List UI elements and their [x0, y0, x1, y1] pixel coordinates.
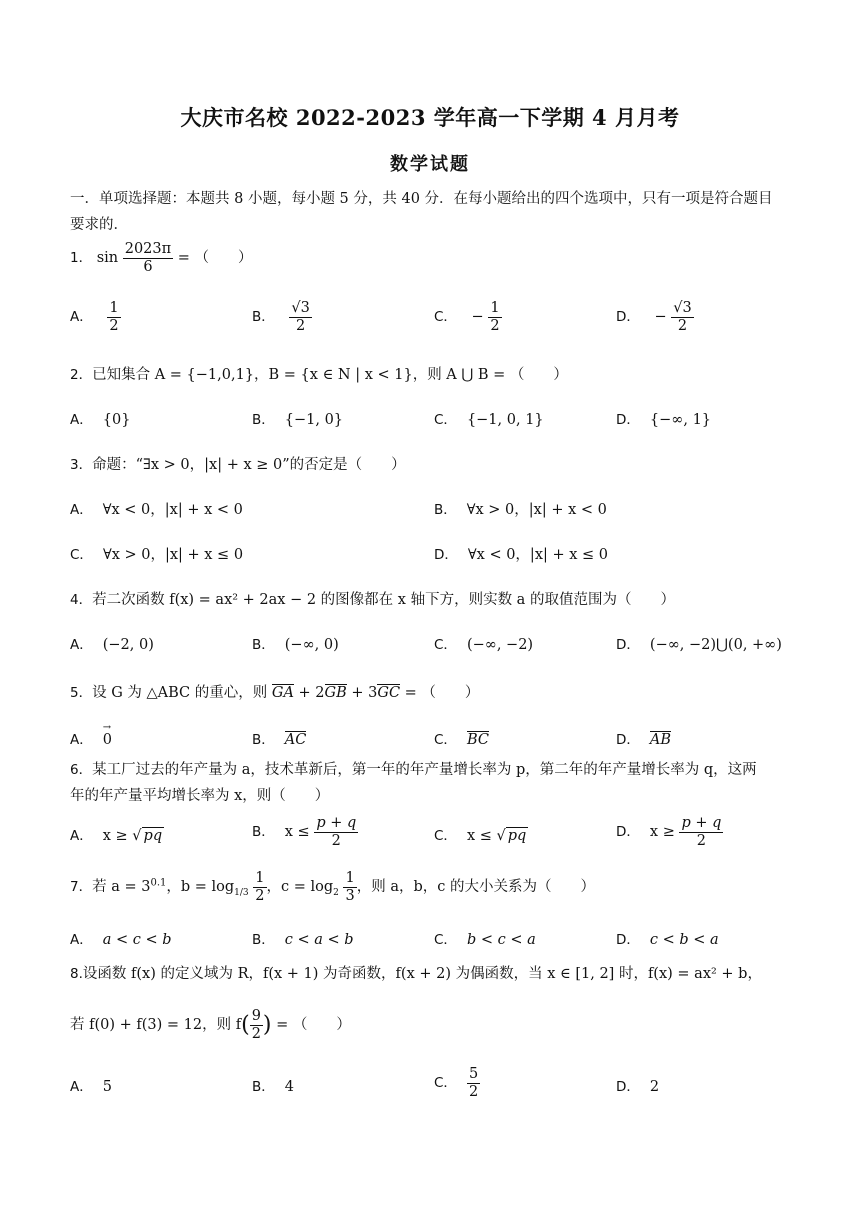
- question-3-option-d[interactable]: [434, 543, 608, 564]
- fraction-num: 1: [345, 870, 355, 886]
- option-text: ∀x < 0，|x| + x ≤ 0: [467, 547, 609, 563]
- option-label: A．: [70, 637, 93, 653]
- option-label: D．: [616, 309, 640, 326]
- plus-3: + 3: [346, 685, 378, 701]
- fraction-den: 2: [490, 317, 500, 334]
- question-4-stem: [70, 588, 675, 609]
- option-label: A．: [70, 1079, 93, 1095]
- exam-title: 大庆市名校 2022-2023 学年高一下学期 4 月月考: [180, 105, 680, 130]
- option-fraction: [314, 815, 358, 849]
- fraction-den: 2: [109, 317, 119, 334]
- question-8-number: 8.: [70, 966, 83, 982]
- question-7-c-arg: [343, 870, 356, 904]
- option-text: {−∞, 1}: [649, 412, 712, 428]
- option-label: A．: [70, 932, 93, 948]
- section-instructions-line1: 一．单项选择题：本题共 8 小题，每小题 5 分，共 40 分．在每小题给出的四个选项中，只有一项是符合题目: [70, 191, 773, 207]
- option-text: 2: [649, 1079, 660, 1095]
- question-5-option-d[interactable]: [616, 728, 671, 748]
- fraction-den: 2: [468, 1083, 479, 1100]
- question-3-number: 3．: [70, 457, 93, 473]
- question-8-line2: [70, 1008, 351, 1042]
- option-label: C．: [434, 637, 457, 653]
- option-label: C．: [434, 828, 457, 844]
- option-label: B．: [252, 932, 275, 948]
- option-label: A．: [70, 828, 93, 844]
- question-2-number: 2．: [70, 367, 93, 383]
- fraction-num: 9: [251, 1008, 261, 1024]
- fraction-num: p + q: [681, 815, 722, 831]
- fraction-den: 2: [696, 832, 707, 849]
- option-text: ∀x < 0，|x| + x < 0: [102, 502, 243, 518]
- option-label: C．: [434, 1075, 457, 1092]
- option-label: B．: [434, 502, 457, 518]
- option-text: 0: [102, 732, 112, 748]
- option-text: b < c < a: [466, 932, 536, 948]
- question-3-option-b[interactable]: [434, 498, 607, 519]
- left-paren: (: [241, 1012, 250, 1038]
- question-1-fraction-den: 6: [143, 258, 153, 275]
- question-1-stem-end: = （ ）: [177, 250, 253, 267]
- option-label: D．: [434, 547, 458, 563]
- option-text: {0}: [102, 412, 131, 428]
- question-2-text: 已知集合 A = {−1,0,1}，B = {x ∈ N | x < 1}，则 A ⋃ B = （ ）: [92, 367, 568, 383]
- option-fraction: [107, 300, 120, 334]
- option-label: C．: [434, 732, 457, 748]
- question-5-option-c[interactable]: [434, 728, 489, 748]
- option-radicand: pq: [507, 828, 527, 844]
- question-5-number: 5．: [70, 685, 93, 701]
- question-2-option-c[interactable]: [434, 408, 544, 428]
- option-label: B．: [252, 309, 275, 326]
- option-label: C．: [434, 932, 457, 948]
- question-6-line2: 年的年产量平均增长率为 x，则（ ）: [70, 788, 330, 804]
- question-1-option-b[interactable]: [252, 300, 312, 334]
- question-8-text: 设函数 f(x) 的定义域为 R，f(x + 1) 为奇函数，f(x + 2) 为偶函数，当 x ∈ [1, 2] 时，f(x) = ax² + b，: [82, 966, 762, 982]
- option-text: (−2, 0): [102, 637, 154, 653]
- option-label: A．: [70, 309, 93, 326]
- question-4-text: 若二次函数 f(x) = ax² + 2ax − 2 的图像都在 x 轴下方，则实数 a 的取值范围为（ ）: [92, 592, 675, 608]
- question-5-text: 设 G 为 △ABC 的重心，则: [92, 685, 272, 701]
- question-1-fraction-num: 2023π: [124, 241, 172, 257]
- question-7-option-b[interactable]: [252, 928, 354, 948]
- question-1-fraction: [123, 241, 173, 275]
- option-fraction: [679, 815, 723, 849]
- option-text: (−∞, 0): [284, 637, 339, 653]
- question-6-option-c[interactable]: [434, 824, 528, 844]
- question-3-text: 命题：“∃x > 0，|x| + x ≥ 0”的否定是（ ）: [92, 457, 406, 473]
- option-label: B．: [252, 412, 275, 428]
- option-label: D．: [616, 637, 640, 653]
- option-label: A．: [70, 732, 93, 748]
- option-prefix: x ≤ √: [466, 828, 506, 844]
- option-label: B．: [252, 732, 275, 748]
- option-prefix: x ≥: [649, 824, 675, 841]
- fraction-den: 2: [255, 887, 265, 904]
- option-prefix: x ≤: [284, 824, 310, 841]
- question-4-option-b[interactable]: [252, 633, 339, 653]
- option-label: A．: [70, 502, 93, 518]
- question-7-a: 若 a = 3: [92, 879, 151, 896]
- option-prefix: x ≥ √: [102, 828, 142, 844]
- question-7-b-arg: [253, 870, 266, 904]
- option-label: B．: [252, 1079, 275, 1095]
- question-6-line1: [70, 757, 792, 783]
- question-8-option-c[interactable]: [434, 1066, 480, 1100]
- option-label: C．: [434, 309, 457, 326]
- option-sign: −: [471, 309, 484, 326]
- question-3-option-a[interactable]: [70, 498, 243, 519]
- question-8-option-a[interactable]: [70, 1075, 112, 1095]
- vector-gc: GC: [377, 685, 401, 701]
- question-1-sin: sin: [96, 250, 119, 267]
- fraction-num: 1: [109, 300, 119, 316]
- question-4-option-a[interactable]: [70, 633, 154, 653]
- question-1-option-d[interactable]: [616, 300, 694, 334]
- question-6-text: 某工厂过去的年产量为 a，技术革新后，第一年的年产量增长率为 p，第二年的年产量增长率为 q，这两: [92, 762, 757, 778]
- question-6-number: 6．: [70, 762, 93, 778]
- question-8-option-d[interactable]: [616, 1075, 659, 1095]
- question-6-option-a[interactable]: [70, 824, 164, 844]
- question-7-stem-end: ，则 a，b，c 的大小关系为（ ）: [356, 879, 595, 896]
- question-3-stem: [70, 453, 406, 474]
- question-7-stem: [70, 870, 595, 904]
- option-label: B．: [252, 824, 275, 841]
- option-vector: AC: [284, 732, 307, 748]
- question-8-fraction: [250, 1008, 263, 1042]
- option-sign: −: [654, 309, 667, 326]
- right-paren: ): [262, 1012, 272, 1038]
- vector-gb: GB: [324, 685, 347, 701]
- question-8-option-b[interactable]: [252, 1075, 294, 1095]
- question-8-condition: 若 f(0) + f(3) = 12，则 f: [70, 1017, 242, 1034]
- option-text: (−∞, −2): [466, 637, 534, 653]
- option-label: D．: [616, 412, 640, 428]
- arrow-icon: →: [102, 722, 112, 733]
- option-label: D．: [616, 1079, 640, 1095]
- question-4-option-d[interactable]: [616, 633, 782, 653]
- question-1-stem: [70, 241, 253, 275]
- fraction-num: p + q: [316, 815, 357, 831]
- question-6-option-b[interactable]: [252, 815, 358, 849]
- fraction-num: 1: [255, 870, 265, 886]
- question-7-option-a[interactable]: [70, 928, 172, 948]
- fraction-num: 1: [490, 300, 500, 316]
- question-6-option-d[interactable]: [616, 815, 723, 849]
- option-label: D．: [616, 932, 640, 948]
- zero-vector: [102, 722, 112, 748]
- exam-subtitle: 数学试题: [390, 154, 470, 175]
- option-text: {−1, 0, 1}: [466, 412, 544, 428]
- question-7-b: ，b = log: [166, 879, 235, 896]
- option-text: {−1, 0}: [284, 412, 344, 428]
- plus-2: + 2: [293, 685, 325, 701]
- question-2-option-d[interactable]: [616, 408, 711, 428]
- question-7-c-base: 2: [333, 888, 339, 899]
- fraction-den: 2: [295, 317, 306, 334]
- question-6-stem: [70, 757, 792, 809]
- option-label: D．: [616, 732, 640, 748]
- question-5-stem: [70, 681, 479, 702]
- fraction-num: 5: [468, 1066, 479, 1082]
- option-text: (−∞, −2)⋃(0, +∞): [649, 637, 782, 653]
- option-text: 4: [284, 1079, 294, 1095]
- question-2-stem: [70, 363, 568, 384]
- option-label: A．: [70, 412, 93, 428]
- question-7-b-base: 1/3: [234, 888, 249, 899]
- option-vector: BC: [466, 732, 489, 748]
- option-text: a < c < b: [102, 932, 172, 948]
- fraction-den: 2: [251, 1025, 261, 1042]
- option-fraction: [488, 300, 501, 334]
- option-fraction: [467, 1066, 480, 1100]
- fraction-num: √3: [673, 300, 692, 316]
- question-7-option-d[interactable]: [616, 928, 719, 948]
- question-7-option-c[interactable]: [434, 928, 536, 948]
- question-4-number: 4．: [70, 592, 93, 608]
- question-2-option-a[interactable]: [70, 408, 130, 428]
- option-text: ∀x > 0，|x| + x ≤ 0: [102, 547, 244, 563]
- fraction-num: √3: [291, 300, 310, 316]
- option-vector: AB: [649, 732, 672, 748]
- question-7-c: ，c = log: [266, 879, 334, 896]
- question-7-a-exponent: 0.1: [150, 877, 167, 889]
- question-1-option-c[interactable]: [434, 300, 502, 334]
- fraction-den: 3: [345, 887, 355, 904]
- question-1-option-a[interactable]: [70, 300, 121, 334]
- fraction-den: 2: [677, 317, 688, 334]
- section-instructions-line2: 要求的．: [70, 217, 128, 233]
- question-2-option-b[interactable]: [252, 408, 343, 428]
- question-5-option-b[interactable]: [252, 728, 306, 748]
- question-1-number: 1．: [70, 250, 93, 267]
- option-fraction: [289, 300, 311, 334]
- question-7-number: 7．: [70, 879, 93, 896]
- question-3-option-c[interactable]: [70, 543, 243, 564]
- question-8-stem-end: = （ ）: [271, 1017, 351, 1034]
- question-8-line1: [70, 962, 762, 983]
- option-text: 5: [102, 1079, 112, 1095]
- option-label: B．: [252, 637, 275, 653]
- question-5-stem-end: = （ ）: [400, 685, 480, 701]
- option-label: D．: [616, 824, 640, 841]
- fraction-den: 2: [331, 832, 341, 849]
- question-4-option-c[interactable]: [434, 633, 533, 653]
- option-label: C．: [434, 412, 457, 428]
- section-instructions: [70, 186, 792, 238]
- option-text: c < b < a: [649, 932, 719, 948]
- option-text: ∀x > 0，|x| + x < 0: [466, 502, 607, 518]
- option-radicand: pq: [143, 828, 163, 844]
- question-5-option-a[interactable]: [70, 722, 112, 748]
- option-text: c < a < b: [284, 932, 354, 948]
- option-label: C．: [70, 547, 93, 563]
- option-fraction: [671, 300, 693, 334]
- vector-ga: GA: [271, 685, 294, 701]
